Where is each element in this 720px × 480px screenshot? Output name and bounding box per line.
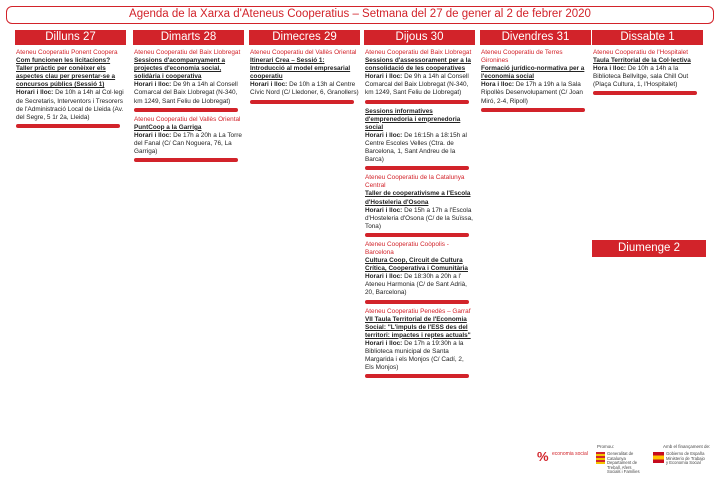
event-schedule-text: De 9h a 14h al Consell Comarcal del Baix Llobregat (N-340, km 1249, Sant Feliu de Llobregat) — [365, 73, 469, 97]
event-schedule-text: De 18:30h a 20h a l' Ateneu Harmonia (C/ de Sant Adrià, 20, Barcelona) — [365, 273, 467, 297]
event-organizer: Ateneu Cooperatiu Penedès – Garraf — [365, 307, 471, 315]
gencat-logo-text: Generalitat de Catalunya Departament de Treball, Afers Socials i Famílies — [607, 451, 640, 475]
event-item — [364, 49, 475, 104]
event-schedule-text: De 15h a 17h a l'Escola d'Hosteleria d'Osona (C/ de la Suïssa, Tona) — [365, 206, 473, 230]
event-item — [364, 241, 475, 304]
event-schedule-text: De 17h a 19h a la Sala Ripollès Desenvolupament (C/ Joan Miró, 2-4, Ripoll) — [481, 81, 583, 105]
event-schedule-label: Horari i lloc: — [365, 73, 403, 81]
spain-gov-logo-text: Gobierno de España Ministerio de Trabajo y Economía Social — [666, 451, 705, 466]
day-column — [592, 30, 703, 95]
event-organizer: Ateneu Cooperatiu del Baix Llobregat — [134, 49, 241, 56]
footer-support: Amb el finançament de: — [663, 444, 711, 449]
event-schedule-label: Hora i lloc: — [593, 65, 627, 73]
event-title-link[interactable]: Cultura Coop, Circuit de Cultura Crítica, Cooperativa i Comunitària — [365, 257, 468, 273]
event-organizer: Ateneu Cooperatiu de Terres Gironines — [481, 49, 563, 65]
event-schedule-text: De 17h a 20h a La Torre del Fanal (C/ Can Noguera, 76, La Garriga) — [134, 131, 242, 156]
event-details — [134, 132, 243, 156]
event-item — [592, 49, 703, 95]
event-item — [480, 49, 591, 112]
event-organizer: Ateneu Cooperatiu del Vallès Oriental — [134, 115, 241, 123]
event-item — [364, 174, 475, 237]
day-header: Dimecres 29 — [249, 30, 360, 45]
event-details — [593, 65, 702, 89]
day-header: Divendres 31 — [480, 30, 591, 45]
event-details — [134, 81, 243, 105]
gencat-logo-icon — [596, 452, 605, 464]
event-title-link[interactable]: PuntCoop a la Garriga — [134, 123, 202, 131]
event-details — [250, 81, 359, 97]
event-divider — [16, 124, 120, 128]
event-schedule-label: Horari i lloc: — [365, 131, 403, 139]
event-title-link[interactable]: Taller de cooperativisme a l'Escola d'Hosteleria d'Osona — [365, 190, 471, 206]
event-divider — [365, 100, 469, 104]
event-organizer: Ateneu Cooperatiu Coòpolis - Barcelona — [365, 240, 449, 256]
event-schedule-text: De 10h a 13h al Centre Cívic Nord (C/ Lledoner, 6, Granollers) — [250, 81, 359, 97]
agenda-title: Agenda de la Xarxa d'Ateneus Cooperatius – Setmana del 27 de gener al 2 de febrer 2020 — [6, 6, 714, 24]
event-details — [481, 81, 590, 105]
day-header-diumenge: Diumenge 2 — [592, 240, 706, 257]
footer-promou: Promou: — [597, 444, 615, 449]
event-schedule-label: Horari i lloc: — [365, 273, 403, 281]
event-schedule-label: Horari i lloc: — [365, 339, 403, 347]
event-schedule-label: Horari i lloc: — [134, 81, 172, 89]
event-organizer: Ateneu Cooperatiu del Baix Llobregat — [365, 49, 472, 56]
event-details — [365, 273, 474, 297]
economia-social-logo-text: economia social — [552, 451, 588, 457]
event-divider — [481, 108, 585, 112]
day-header: Dissabte 1 — [592, 30, 703, 45]
day-column — [15, 30, 126, 128]
spain-gov-logo-icon — [653, 452, 664, 463]
event-divider — [593, 91, 697, 95]
event-schedule-text: De 16:15h a 18:15h al Centre Escoles Velles (Ctra. de Barcelona, 1, Sant Andreu de la Barca) — [365, 131, 467, 164]
event-title-link[interactable]: Itinerari Crea – Sessió 1: Introducció al model empresarial cooperatiu — [250, 57, 351, 81]
event-title-link[interactable]: Taula Territorial de la Col·lectiva — [593, 57, 691, 65]
event-schedule-text: De 10h a 14h al Col·legi de Secretaris, Interventors i Tresorers de l'Administració Local de Lleida (Av. del Segre, 5 1r 2a, Lleida) — [16, 89, 124, 121]
event-item — [249, 49, 360, 104]
event-organizer: Ateneu Cooperatiu Ponent Coopera — [16, 49, 118, 56]
event-divider — [134, 108, 238, 112]
event-divider — [365, 166, 469, 170]
event-schedule-label: Horari i lloc: — [365, 206, 403, 214]
event-schedule-label: Horari i lloc: — [250, 81, 288, 89]
event-schedule-text: De 9h a 14h al Consell Comarcal del Baix Llobregat (N-340, km 1249, Sant Feliu de Llobregat) — [134, 81, 238, 105]
event-details — [365, 340, 474, 372]
event-organizer: Ateneu Cooperatiu de la Catalunya Central — [365, 174, 465, 190]
day-header: Dijous 30 — [364, 30, 475, 45]
event-divider — [134, 158, 238, 162]
event-item — [15, 49, 126, 128]
day-header: Dilluns 27 — [15, 30, 126, 45]
event-title-link[interactable]: VII Taula Territorial de l'Economia Social: "L'impuls de l'ESS des del territori: impactes i reptes actuals" — [365, 315, 471, 339]
event-schedule-label: Hora i lloc: — [481, 81, 515, 89]
event-divider — [365, 233, 469, 237]
event-details — [16, 89, 125, 121]
event-details — [365, 207, 474, 231]
day-column — [480, 30, 591, 112]
event-title-link[interactable]: Sessions informatives d'emprenedoria i emprenedoria social — [365, 107, 461, 131]
event-item — [364, 308, 475, 379]
day-header: Dimarts 28 — [133, 30, 244, 45]
event-item — [133, 116, 244, 162]
day-column — [249, 30, 360, 104]
event-divider — [365, 300, 469, 304]
event-schedule-text: De 10h a 14h a la Biblioteca Bellvitge, sala Chill Out (Plaça Cultura, 1, l'Hospitalet) — [593, 65, 689, 89]
event-organizer: Ateneu Cooperatiu del Vallès Oriental — [250, 49, 357, 56]
event-organizer: Ateneu Cooperatiu de l'Hospitalet — [593, 49, 689, 56]
event-title-link[interactable]: Com funcionen les licitacions? Taller pràctic per conèixer els aspectes clau per presentar-se a concursos públics (Sessió 1) — [16, 57, 116, 89]
event-divider — [250, 100, 354, 104]
event-title-link[interactable]: Sessions d'acompanyament a projectes d'economia social, solidària i cooperativa — [134, 57, 226, 81]
event-title-link[interactable]: Formació jurídico-normativa per a l'economia social — [481, 65, 585, 81]
event-item — [364, 108, 475, 171]
event-title-link[interactable]: Sessions d'assessorament per a la consolidació de les cooperatives — [365, 57, 471, 73]
economia-social-logo-icon: % — [537, 449, 549, 464]
event-divider — [365, 374, 469, 378]
day-column — [364, 30, 475, 378]
event-schedule-label: Horari i lloc: — [134, 131, 172, 139]
event-schedule-text: De 17h a 19:30h a la Biblioteca municipal de Santa Margarida i els Monjos (C/ Cadí, 2, Els Monjos) — [365, 339, 464, 372]
event-schedule-label: Horari i lloc: — [16, 89, 54, 97]
day-column — [133, 30, 244, 162]
event-details — [365, 73, 474, 97]
event-item — [133, 49, 244, 112]
event-details — [365, 132, 474, 164]
